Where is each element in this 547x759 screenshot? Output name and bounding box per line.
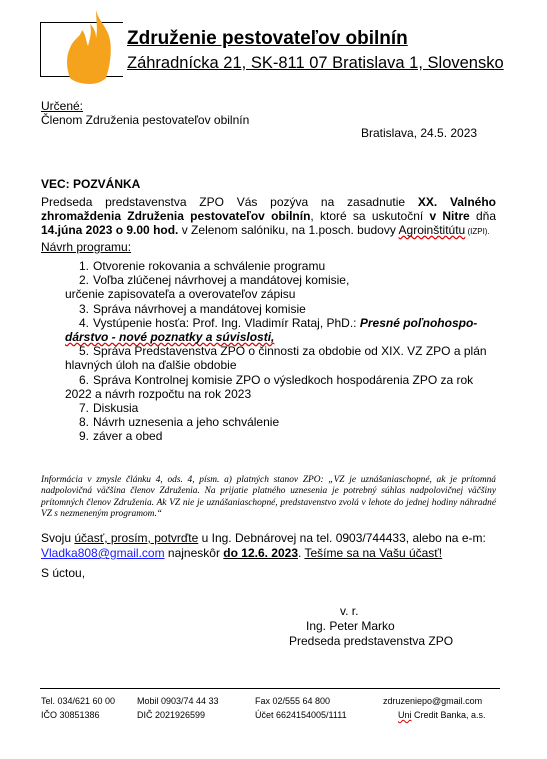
subject: VEC: POZVÁNKA — [41, 177, 141, 191]
quorum-notice: Informácia v zmysle článku 4, ods. 4, písm. a) platných stanov ZPO: „VZ je uznášaniaschopné, ak je prítomná nadpolovičná väčšina členov Združenia. Na prijatie platného uznesenia je potrebný súhlas nadpolovičnej väčšiny prítomných členov Združenia. Ak VZ nie je uznášaniaschopné, predstavenstvo zvolá v lehote do jednej hodiny náhradné VZ s nezmeneným programom.“ — [41, 475, 496, 519]
program-item-continued: dárstvo - nové poznatky a súvislosti, — [65, 330, 275, 345]
rsvp-paragraph: Svoju účasť, prosím, potvrďte u Ing. Debnárovej na tel. 0903/744433, alebo na e-m: Vladka808@gmail.com najneskôr do 12.6. 2023. Tešíme sa na Vašu účasť! — [41, 531, 486, 560]
footer-bank: Uni Credit Banka, a.s. — [398, 710, 486, 720]
contact-email-link[interactable]: Vladka808@gmail.com — [41, 546, 165, 560]
signature-vr: v. r. — [340, 604, 359, 618]
org-name: Združenie pestovateľov obilnín — [127, 28, 408, 49]
program-item: 3. Správa návrhovej a mandátovej komisie — [79, 301, 306, 316]
program-item-continued: určenie zapisovateľa a overovateľov zápisu — [65, 287, 296, 302]
wheat-leaf-logo — [62, 8, 118, 86]
footer-divider — [40, 688, 500, 689]
footer-tel: Tel. 034/621 60 00 — [41, 696, 116, 706]
recipient-name: Členom Združenia pestovateľov obilnín — [41, 113, 250, 127]
program-list — [65, 259, 499, 444]
org-address: Záhradnícka 21, SK-811 07 Bratislava 1, Slovensko — [127, 54, 504, 72]
place-date: Bratislava, 24.5. 2023 — [361, 126, 478, 140]
program-title: Návrh programu: — [41, 240, 132, 254]
footer-email: zdruzeniepo@gmail.com — [383, 696, 483, 706]
invitation-paragraph: Predseda predstavenstva ZPO Vás pozýva na zasadnutie XX. Valného zhromaždenia Združenia pestovateľov obilnín, ktoré sa uskutoční v Nitre dňa 14.júna 2023 o 9.00 hod. v Zelenom salóniku, na 1.posch. budovy Agroinštitútu (IZPI). — [41, 195, 496, 237]
footer-mobil: Mobil 0903/74 44 33 — [137, 696, 219, 706]
program-item: 6. Správa Kontrolnej komisie ZPO o výsledkoch hospodárenia ZPO za rok — [79, 372, 474, 387]
program-item: 5. Správa Predstavenstva ZPO o činnosti za obdobie od XIX. VZ ZPO a plán — [79, 344, 487, 359]
program-item: 2. Voľba zlúčenej návrhovej a mandátovej komisie, — [79, 273, 350, 288]
program-item: 7. Diskusia — [79, 401, 139, 416]
program-item-continued: hlavných úloh na ďalšie obdobie — [65, 358, 237, 373]
recipient-label: Určené: — [41, 99, 84, 113]
program-item: 8. Návrh uznesenia a jeho schválenie — [79, 415, 280, 430]
greeting: S úctou, — [41, 566, 86, 580]
program-item: 9. záver a obed — [79, 429, 163, 444]
program-item: 1. Otvorenie rokovania a schválenie programu — [79, 259, 326, 273]
program-item-continued: 2022 a návrh rozpočtu na rok 2023 — [65, 386, 252, 401]
signature-name: Ing. Peter Marko — [306, 619, 395, 633]
footer-account: Účet 6624154005/1111 — [255, 710, 347, 720]
footer-ico: IČO 30851386 — [41, 710, 100, 720]
footer-dic: DIČ 2021926599 — [137, 710, 206, 720]
signature-role: Predseda predstavenstva ZPO — [289, 634, 454, 648]
program-item: 4. Vystúpenie hosťa: Prof. Ing. Vladimír Rataj, PhD.: Presné poľnohospo- — [79, 315, 478, 330]
footer-fax: Fax 02/555 64 800 — [255, 696, 331, 706]
